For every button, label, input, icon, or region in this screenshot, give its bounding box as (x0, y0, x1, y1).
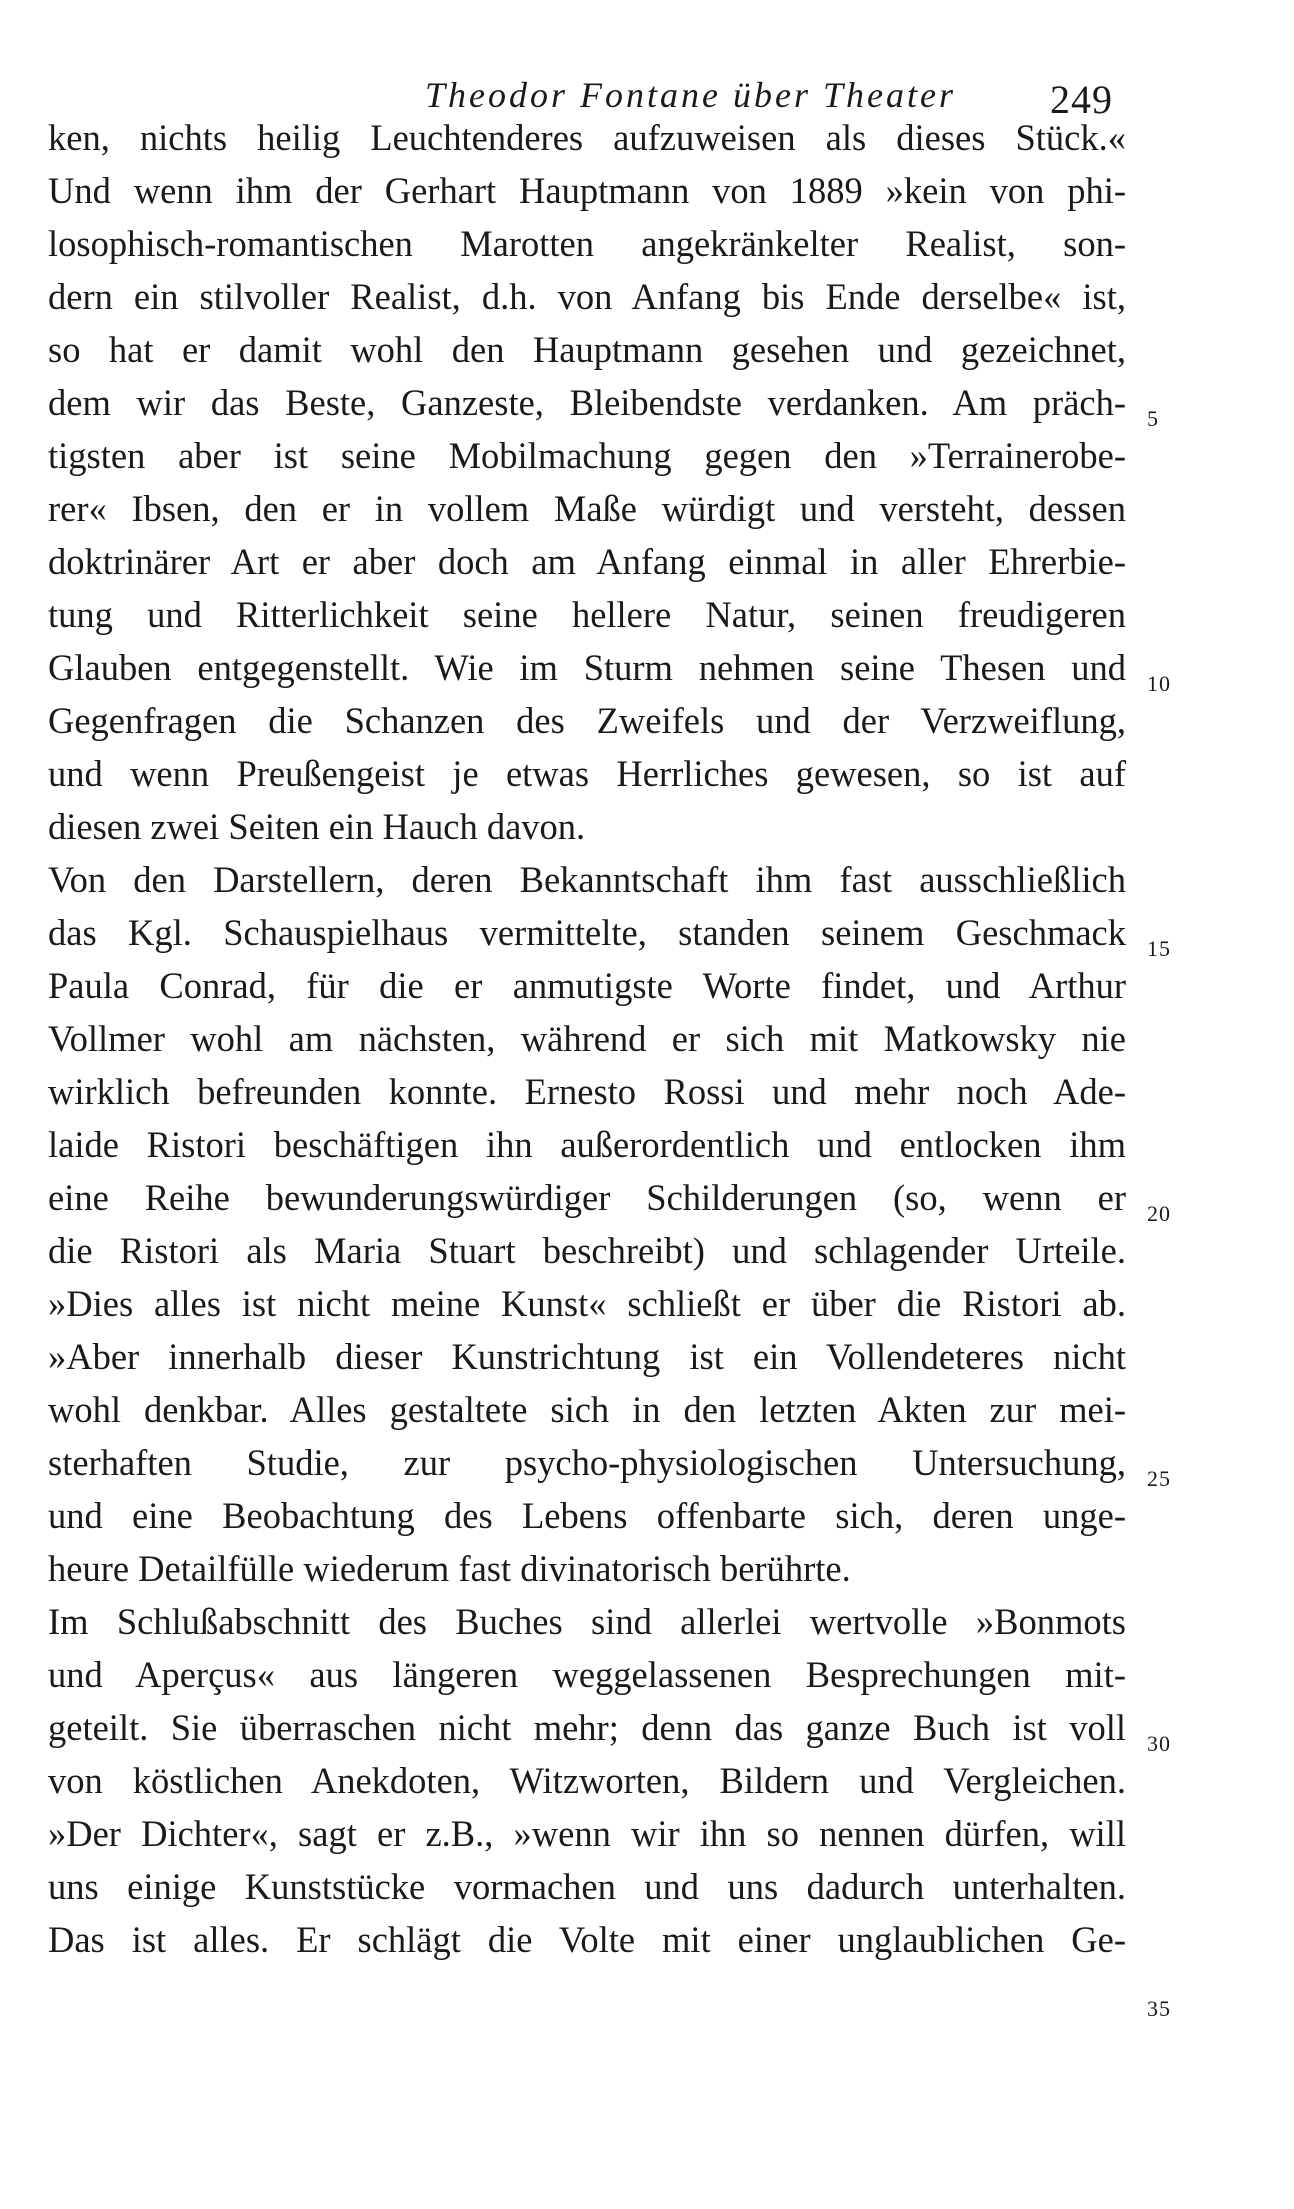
text-line: das Kgl. Schauspielhaus vermittelte, standen seinem Geschmack (48, 912, 1126, 953)
page-number: 249 (1050, 77, 1113, 122)
text-line: Glauben entgegenstellt. Wie im Sturm nehmen seine Thesen und (48, 647, 1126, 688)
line-number: 30 (1147, 1731, 1171, 1756)
text-line: Und wenn ihm der Gerhart Hauptmann von 1889 »kein von phi- (48, 170, 1126, 211)
text-line: wohl denkbar. Alles gestaltete sich in den letzten Akten zur mei- (48, 1389, 1126, 1430)
text-line: eine Reihe bewunderungswürdiger Schilderungen (so, wenn er (48, 1177, 1126, 1218)
text-line: uns einige Kunststücke vormachen und uns dadurch unterhalten. (48, 1866, 1126, 1907)
text-line: heure Detailfülle wiederum fast divinatorisch berührte. (48, 1548, 851, 1589)
text-line: dem wir das Beste, Ganzeste, Bleibendste verdanken. Am präch- (48, 382, 1126, 423)
line-number: 35 (1147, 1996, 1171, 2021)
text-line: ken, nichts heilig Leuchtenderes aufzuweisen als dieses Stück.« (48, 117, 1126, 158)
text-line: von köstlichen Anekdoten, Witzworten, Bildern und Vergleichen. (48, 1760, 1126, 1801)
text-line: rer« Ibsen, den er in vollem Maße würdigt und versteht, dessen (48, 488, 1126, 529)
line-number: 10 (1147, 671, 1171, 696)
text-line: Das ist alles. Er schlägt die Volte mit einer unglaublichen Ge- (48, 1919, 1126, 1960)
text-line: und wenn Preußengeist je etwas Herrliches gewesen, so ist auf (48, 753, 1126, 794)
text-line: die Ristori als Maria Stuart beschreibt) und schlagender Urteile. (48, 1230, 1126, 1271)
text-line: so hat er damit wohl den Hauptmann gesehen und gezeichnet, (48, 329, 1126, 370)
line-number: 15 (1147, 936, 1171, 961)
running-header-title: Theodor Fontane über Theater (425, 75, 956, 115)
text-line: Von den Darstellern, deren Bekanntschaft ihm fast ausschließlich (48, 859, 1126, 900)
text-line: tung und Ritterlichkeit seine hellere Natur, seinen freudigeren (48, 594, 1126, 635)
text-line: »Aber innerhalb dieser Kunstrichtung ist ein Vollendeteres nicht (48, 1336, 1126, 1377)
text-line: »Dies alles ist nicht meine Kunst« schließt er über die Ristori ab. (48, 1283, 1126, 1324)
text-line: wirklich befreunden konnte. Ernesto Rossi und mehr noch Ade- (48, 1071, 1126, 1112)
line-number: 5 (1147, 406, 1159, 431)
text-line: Paula Conrad, für die er anmutigste Worte findet, und Arthur (48, 965, 1126, 1006)
text-line: Gegenfragen die Schanzen des Zweifels und der Verzweiflung, (48, 700, 1126, 741)
text-line: tigsten aber ist seine Mobilmachung gegen den »Terrainerobe- (48, 435, 1126, 476)
text-line: geteilt. Sie überraschen nicht mehr; denn das ganze Buch ist voll (48, 1707, 1126, 1748)
text-line: und eine Beobachtung des Lebens offenbarte sich, deren unge- (48, 1495, 1126, 1536)
line-number: 20 (1147, 1201, 1171, 1226)
text-line: Im Schlußabschnitt des Buches sind allerlei wertvolle »Bonmots (48, 1601, 1126, 1642)
text-line: »Der Dichter«, sagt er z.B., »wenn wir ihn so nennen dürfen, will (48, 1813, 1126, 1854)
text-line: dern ein stilvoller Realist, d.h. von Anfang bis Ende derselbe« ist, (48, 276, 1126, 317)
text-line: diesen zwei Seiten ein Hauch davon. (48, 806, 586, 847)
text-line: und Aperçus« aus längeren weggelassenen Besprechungen mit- (48, 1654, 1126, 1695)
text-line: laide Ristori beschäftigen ihn außerordentlich und entlocken ihm (48, 1124, 1126, 1165)
text-line: losophisch-romantischen Marotten angekränkelter Realist, son- (48, 223, 1126, 264)
text-line: doktrinärer Art er aber doch am Anfang einmal in aller Ehrerbie- (48, 541, 1126, 582)
line-number: 25 (1147, 1466, 1171, 1491)
text-line: Vollmer wohl am nächsten, während er sich mit Matkowsky nie (48, 1018, 1126, 1059)
text-line: sterhaften Studie, zur psycho-physiologischen Untersuchung, (48, 1442, 1126, 1483)
